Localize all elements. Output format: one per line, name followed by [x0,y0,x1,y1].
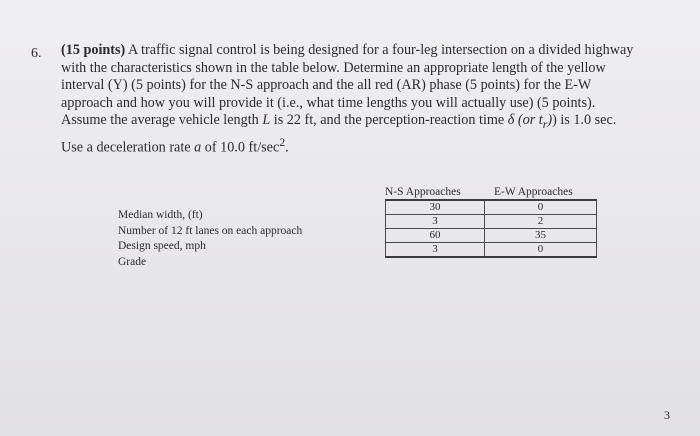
ew-cell: 0 [485,243,597,258]
page-number: 3 [664,408,670,422]
ns-approaches-header: N-S Approaches [385,186,461,198]
row-label: Design speed, mph [118,240,206,252]
row-label: Grade [118,255,147,268]
ns-cell: 60 [386,229,485,243]
question-line-1: (15 points) A traffic signal control is being designed for a four-leg intersection on a divided highway [61,42,634,58]
row-label: Median width, (ft) [118,209,203,221]
question-line-4: approach and how you will provide it (i.e., what time lengths you will actually use) (5 points). [61,94,596,111]
question-line-6: Use a deceleration rate a of 10.0 $ft/\sec^2$. [61,134,289,156]
question-line-2: with the characteristics shown in the table below. Determine an appropriate length of the yellow [61,59,606,76]
table-row [386,243,597,258]
question-text [61,42,676,157]
row-label: Number of 12 ft lanes on each approach [118,224,303,237]
ns-cell: 3 [386,243,485,258]
ns-cell: 3 [386,215,485,229]
table-row [386,200,597,215]
characteristics-table [385,199,597,258]
ew-cell: 0 [485,200,597,215]
row-labels [118,208,302,270]
ew-approaches-header: E-W Approaches [494,186,573,198]
ns-cell: 30 [386,200,485,215]
ew-cell: 35 [485,229,597,243]
question-line-5: Assume the average vehicle length L is 22 ft, and the perception-reaction time δ (or $t_r$)) is 1.0 sec. [61,112,617,132]
table-row [386,229,597,243]
question-line-3: interval (Y) (5 points) for the N-S approach and the all red (AR) phase (5 points) for the E-W [61,77,592,94]
ew-cell: 2 [485,215,597,229]
question-number: 6. [31,46,42,61]
table-row [386,215,597,229]
points-label: (15 points) [61,42,126,58]
